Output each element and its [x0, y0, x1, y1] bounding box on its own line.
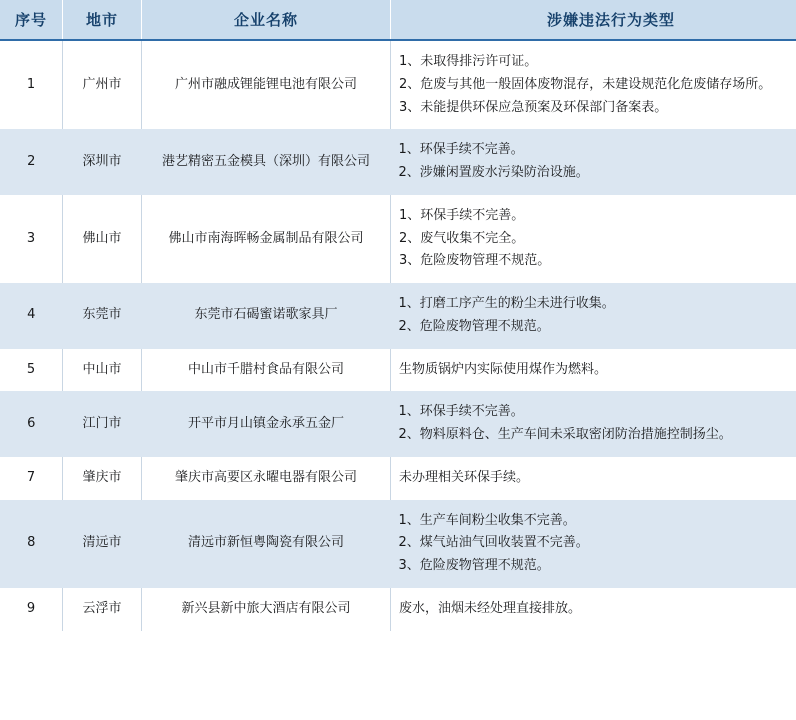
table-row	[0, 195, 796, 283]
cell-violation	[391, 129, 796, 195]
violation-line: 2、危险废物管理不规范。	[398, 318, 550, 334]
violation-line: 3、危险废物管理不规范。	[399, 253, 551, 269]
cell-city: 佛山市	[63, 195, 142, 283]
violation-line: 废水，油烟未经处理直接排放。	[399, 600, 582, 616]
table-row	[0, 500, 796, 588]
cell-company: 广州市融成锂能锂电池有限公司	[142, 40, 391, 129]
cell-city: 云浮市	[63, 588, 142, 631]
table-row	[0, 40, 796, 129]
cell-violation	[391, 283, 796, 349]
table-row	[0, 391, 796, 457]
violation-line: 1、环保手续不完善。	[398, 404, 524, 420]
cell-index: 1	[0, 40, 63, 129]
table-body	[0, 40, 796, 631]
violation-line: 1、未取得排污许可证。	[399, 54, 538, 69]
cell-index: 5	[0, 349, 63, 392]
column-header-company: 企业名称	[142, 0, 391, 40]
cell-company: 港艺精密五金模具（深圳）有限公司	[142, 129, 391, 195]
cell-city: 广州市	[63, 40, 142, 129]
cell-index: 4	[0, 283, 63, 349]
cell-index: 2	[0, 129, 63, 195]
cell-city: 江门市	[63, 391, 142, 457]
cell-index: 3	[0, 195, 63, 283]
cell-violation	[391, 457, 796, 500]
cell-city: 深圳市	[63, 129, 142, 195]
cell-company: 佛山市南海晖畅金属制品有限公司	[142, 195, 391, 283]
column-header-violation: 涉嫌违法行为类型	[391, 0, 796, 40]
violation-line: 1、打磨工序产生的粉尘未进行收集。	[398, 296, 615, 311]
table-row	[0, 588, 796, 631]
table-row	[0, 349, 796, 392]
violation-line: 2、涉嫌闲置废水污染防治设施。	[398, 165, 589, 180]
violation-line: 1、环保手续不完善。	[398, 142, 524, 158]
cell-violation	[391, 500, 796, 588]
violation-line: 1、环保手续不完善。	[399, 207, 525, 223]
cell-city: 东莞市	[63, 283, 142, 349]
cell-city: 中山市	[63, 349, 142, 392]
cell-violation	[391, 349, 796, 392]
cell-violation	[391, 391, 796, 457]
table-header	[0, 0, 796, 40]
cell-index: 8	[0, 500, 63, 588]
column-header-index: 序号	[0, 0, 63, 40]
table-header-row	[0, 0, 796, 40]
cell-index: 7	[0, 457, 63, 500]
table-row	[0, 457, 796, 500]
cell-company: 清远市新恒粤陶瓷有限公司	[142, 500, 391, 588]
violation-line: 3、危险废物管理不规范。	[398, 558, 550, 573]
cell-violation	[391, 588, 796, 631]
violation-line: 2、煤气站油气回收装置不完善。	[398, 535, 589, 551]
cell-company: 开平市月山镇金永承五金厂	[142, 391, 391, 457]
violation-line: 未办理相关环保手续。	[399, 469, 530, 485]
cell-company: 新兴县新中旅大酒店有限公司	[142, 588, 391, 631]
cell-violation	[391, 40, 796, 129]
cell-index: 6	[0, 391, 63, 457]
cell-city: 肇庆市	[63, 457, 142, 500]
cell-company: 东莞市石碣蜜诺歌家具厂	[142, 283, 391, 349]
table-row	[0, 283, 796, 349]
cell-company: 肇庆市高要区永曜电器有限公司	[142, 457, 391, 500]
violation-line: 2、物料原料仓、生产车间未采取密闭防治措施控制扬尘。	[398, 427, 732, 442]
cell-violation	[391, 195, 796, 283]
violation-line: 3、未能提供环保应急预案及环保部门备案表。	[399, 99, 668, 115]
table-row	[0, 129, 796, 195]
cell-company: 中山市千腊村食品有限公司	[142, 349, 391, 392]
violation-line: 2、废气收集不完全。	[399, 230, 525, 246]
violation-line: 1、生产车间粉尘收集不完善。	[398, 512, 576, 528]
cell-city: 清远市	[63, 500, 142, 588]
violation-line: 2、危废与其他一般固体废物混存，未建设规范化危废储存场所。	[399, 76, 772, 92]
cell-index: 9	[0, 588, 63, 631]
violation-line: 生物质锅炉内实际使用煤作为燃料。	[399, 361, 608, 377]
column-header-city: 地市	[63, 0, 142, 40]
